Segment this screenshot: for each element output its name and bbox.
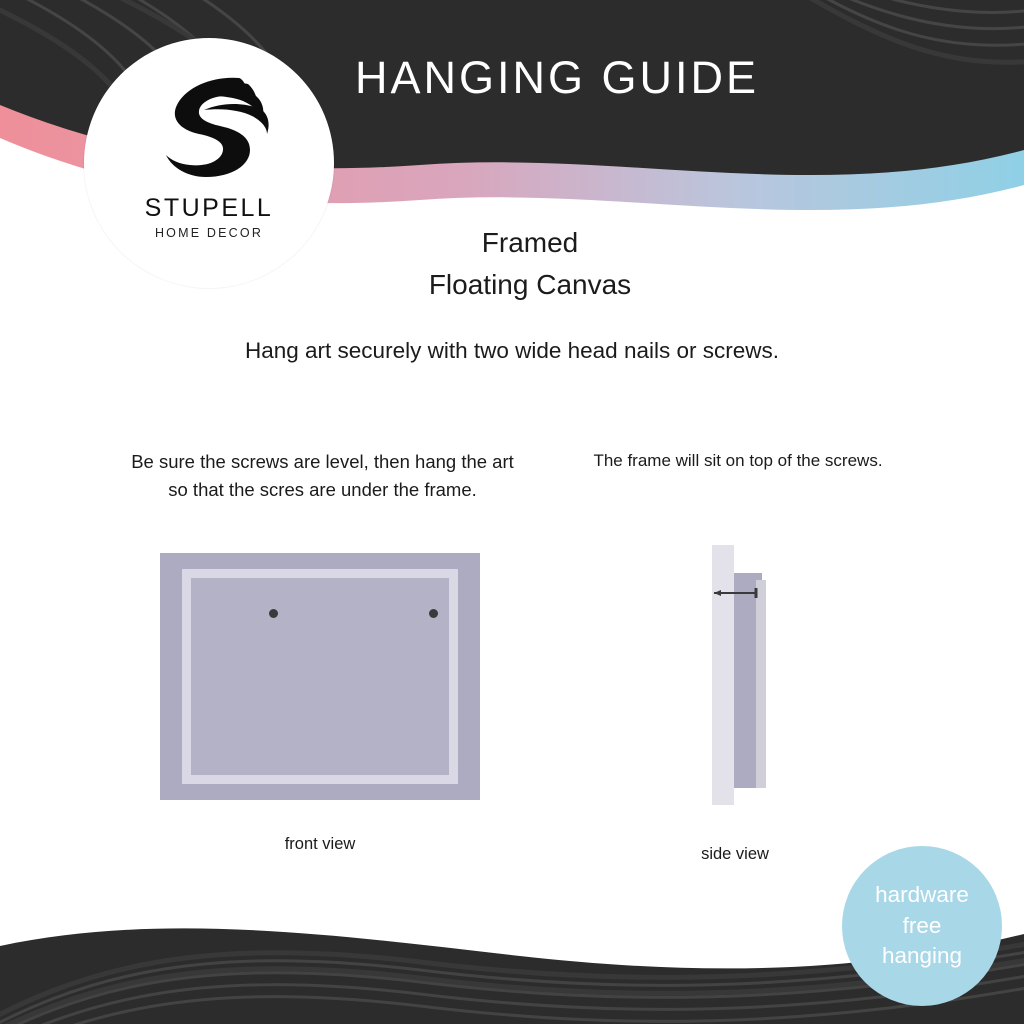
wall-surface (712, 545, 734, 805)
badge-line1: hardware (875, 882, 969, 908)
badge-line3: hanging (881, 943, 963, 969)
screw-dot-right (429, 609, 438, 618)
side-view-label: side view (701, 845, 769, 863)
front-view-column (130, 448, 515, 504)
product-type (330, 222, 730, 306)
badge-line2: free (902, 912, 942, 938)
front-view-frame-diagram (160, 553, 480, 800)
screw-dot-left (269, 609, 278, 618)
logo-wordmark: STUPELL (144, 194, 274, 222)
stupell-swirl-logo-icon (144, 70, 274, 190)
brand-logo-badge (84, 38, 334, 288)
logo-tagline: HOME DECOR (154, 226, 264, 240)
product-type-line2: Floating Canvas (428, 269, 632, 300)
hardware-free-badge (842, 846, 1002, 1006)
screw-icon (714, 588, 762, 598)
side-view-frame-diagram (700, 545, 850, 810)
side-view-column (578, 448, 898, 474)
front-view-caption: Be sure the screws are level, then hang the art so that the scres are under the frame. (131, 451, 514, 500)
frame-edge-side (756, 580, 766, 788)
front-view-inner-frame (182, 569, 458, 784)
side-view-caption: The frame will sit on top of the screws. (593, 451, 883, 470)
front-view-label: front view (284, 835, 356, 853)
lead-instruction: Hang art securely with two wide head nails or screws. (245, 338, 779, 363)
product-type-line1: Framed (481, 227, 579, 258)
page-title: HANGING GUIDE (354, 52, 760, 103)
